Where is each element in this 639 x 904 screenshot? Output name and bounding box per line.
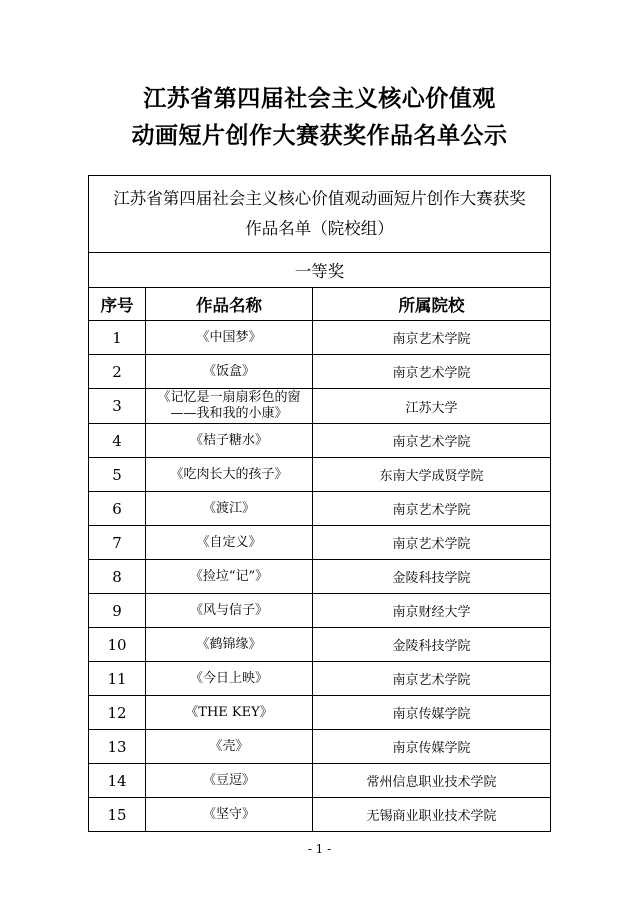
row-work-title: 《记忆是一扇扇彩色的窗——我和我的小康》 xyxy=(146,389,313,424)
table-row xyxy=(89,492,551,526)
prize-level-heading: 一等奖 xyxy=(89,253,551,288)
row-school: 南京艺术学院 xyxy=(313,424,551,458)
page-number: - 1 - xyxy=(307,842,332,856)
table-row xyxy=(89,594,551,628)
row-work-title: 《豆逗》 xyxy=(146,764,313,798)
row-school: 南京财经大学 xyxy=(313,594,551,628)
row-work-title: 《吃肉长大的孩子》 xyxy=(146,458,313,492)
row-school: 无锡商业职业技术学院 xyxy=(313,798,551,832)
table-row xyxy=(89,424,551,458)
row-number: 10 xyxy=(89,628,146,662)
awards-table xyxy=(88,175,551,832)
row-number: 11 xyxy=(89,662,146,696)
row-work-title: 《壳》 xyxy=(146,730,313,764)
table-row xyxy=(89,696,551,730)
row-number: 6 xyxy=(89,492,146,526)
table-row xyxy=(89,321,551,355)
table-row xyxy=(89,355,551,389)
row-school: 南京艺术学院 xyxy=(313,355,551,389)
row-school: 南京艺术学院 xyxy=(313,321,551,355)
table-row xyxy=(89,730,551,764)
row-number: 1 xyxy=(89,321,146,355)
table-caption xyxy=(89,176,551,253)
row-number: 8 xyxy=(89,560,146,594)
table-row xyxy=(89,560,551,594)
row-number: 13 xyxy=(89,730,146,764)
row-school: 常州信息职业技术学院 xyxy=(313,764,551,798)
row-school: 金陵科技学院 xyxy=(313,560,551,594)
row-work-title: 《今日上映》 xyxy=(146,662,313,696)
row-school: 南京艺术学院 xyxy=(313,526,551,560)
row-work-title: 《饭盒》 xyxy=(146,355,313,389)
row-school: 南京艺术学院 xyxy=(313,492,551,526)
column-header-school: 所属院校 xyxy=(313,288,551,321)
row-work-title: 《中国梦》 xyxy=(146,321,313,355)
row-number: 14 xyxy=(89,764,146,798)
table-row xyxy=(89,389,551,424)
row-work-title: 《自定义》 xyxy=(146,526,313,560)
row-number: 12 xyxy=(89,696,146,730)
row-number: 15 xyxy=(89,798,146,832)
table-caption-line-1: 江苏省第四届社会主义核心价值观动画短片创作大赛获奖 xyxy=(113,189,526,208)
column-header-title: 作品名称 xyxy=(146,288,313,321)
row-work-title: 《捡垃“记”》 xyxy=(146,560,313,594)
row-number: 3 xyxy=(89,389,146,424)
column-header-number: 序号 xyxy=(89,288,146,321)
row-work-title: 《桔子糖水》 xyxy=(146,424,313,458)
row-work-title: 《渡江》 xyxy=(146,492,313,526)
table-row xyxy=(89,764,551,798)
row-work-title: 《THE KEY》 xyxy=(146,696,313,730)
row-number: 4 xyxy=(89,424,146,458)
row-number: 5 xyxy=(89,458,146,492)
document-title-line-1: 江苏省第四届社会主义核心价值观 xyxy=(143,85,496,112)
row-school: 东南大学成贤学院 xyxy=(313,458,551,492)
row-school: 南京传媒学院 xyxy=(313,696,551,730)
table-row xyxy=(89,526,551,560)
document-title-line-2: 动画短片创作大赛获奖作品名单公示 xyxy=(131,122,508,149)
row-school: 金陵科技学院 xyxy=(313,628,551,662)
row-number: 9 xyxy=(89,594,146,628)
table-row xyxy=(89,798,551,832)
row-work-title: 《坚守》 xyxy=(146,798,313,832)
row-number: 2 xyxy=(89,355,146,389)
table-body xyxy=(89,321,551,832)
row-work-title: 《风与信子》 xyxy=(146,594,313,628)
row-number: 7 xyxy=(89,526,146,560)
row-school: 南京艺术学院 xyxy=(313,662,551,696)
table-row xyxy=(89,662,551,696)
table-row xyxy=(89,458,551,492)
table-row xyxy=(89,628,551,662)
row-school: 南京传媒学院 xyxy=(313,730,551,764)
row-school: 江苏大学 xyxy=(313,389,551,424)
table-caption-line-2: 作品名单（院校组） xyxy=(245,219,394,238)
row-work-title: 《鹤锦缘》 xyxy=(146,628,313,662)
